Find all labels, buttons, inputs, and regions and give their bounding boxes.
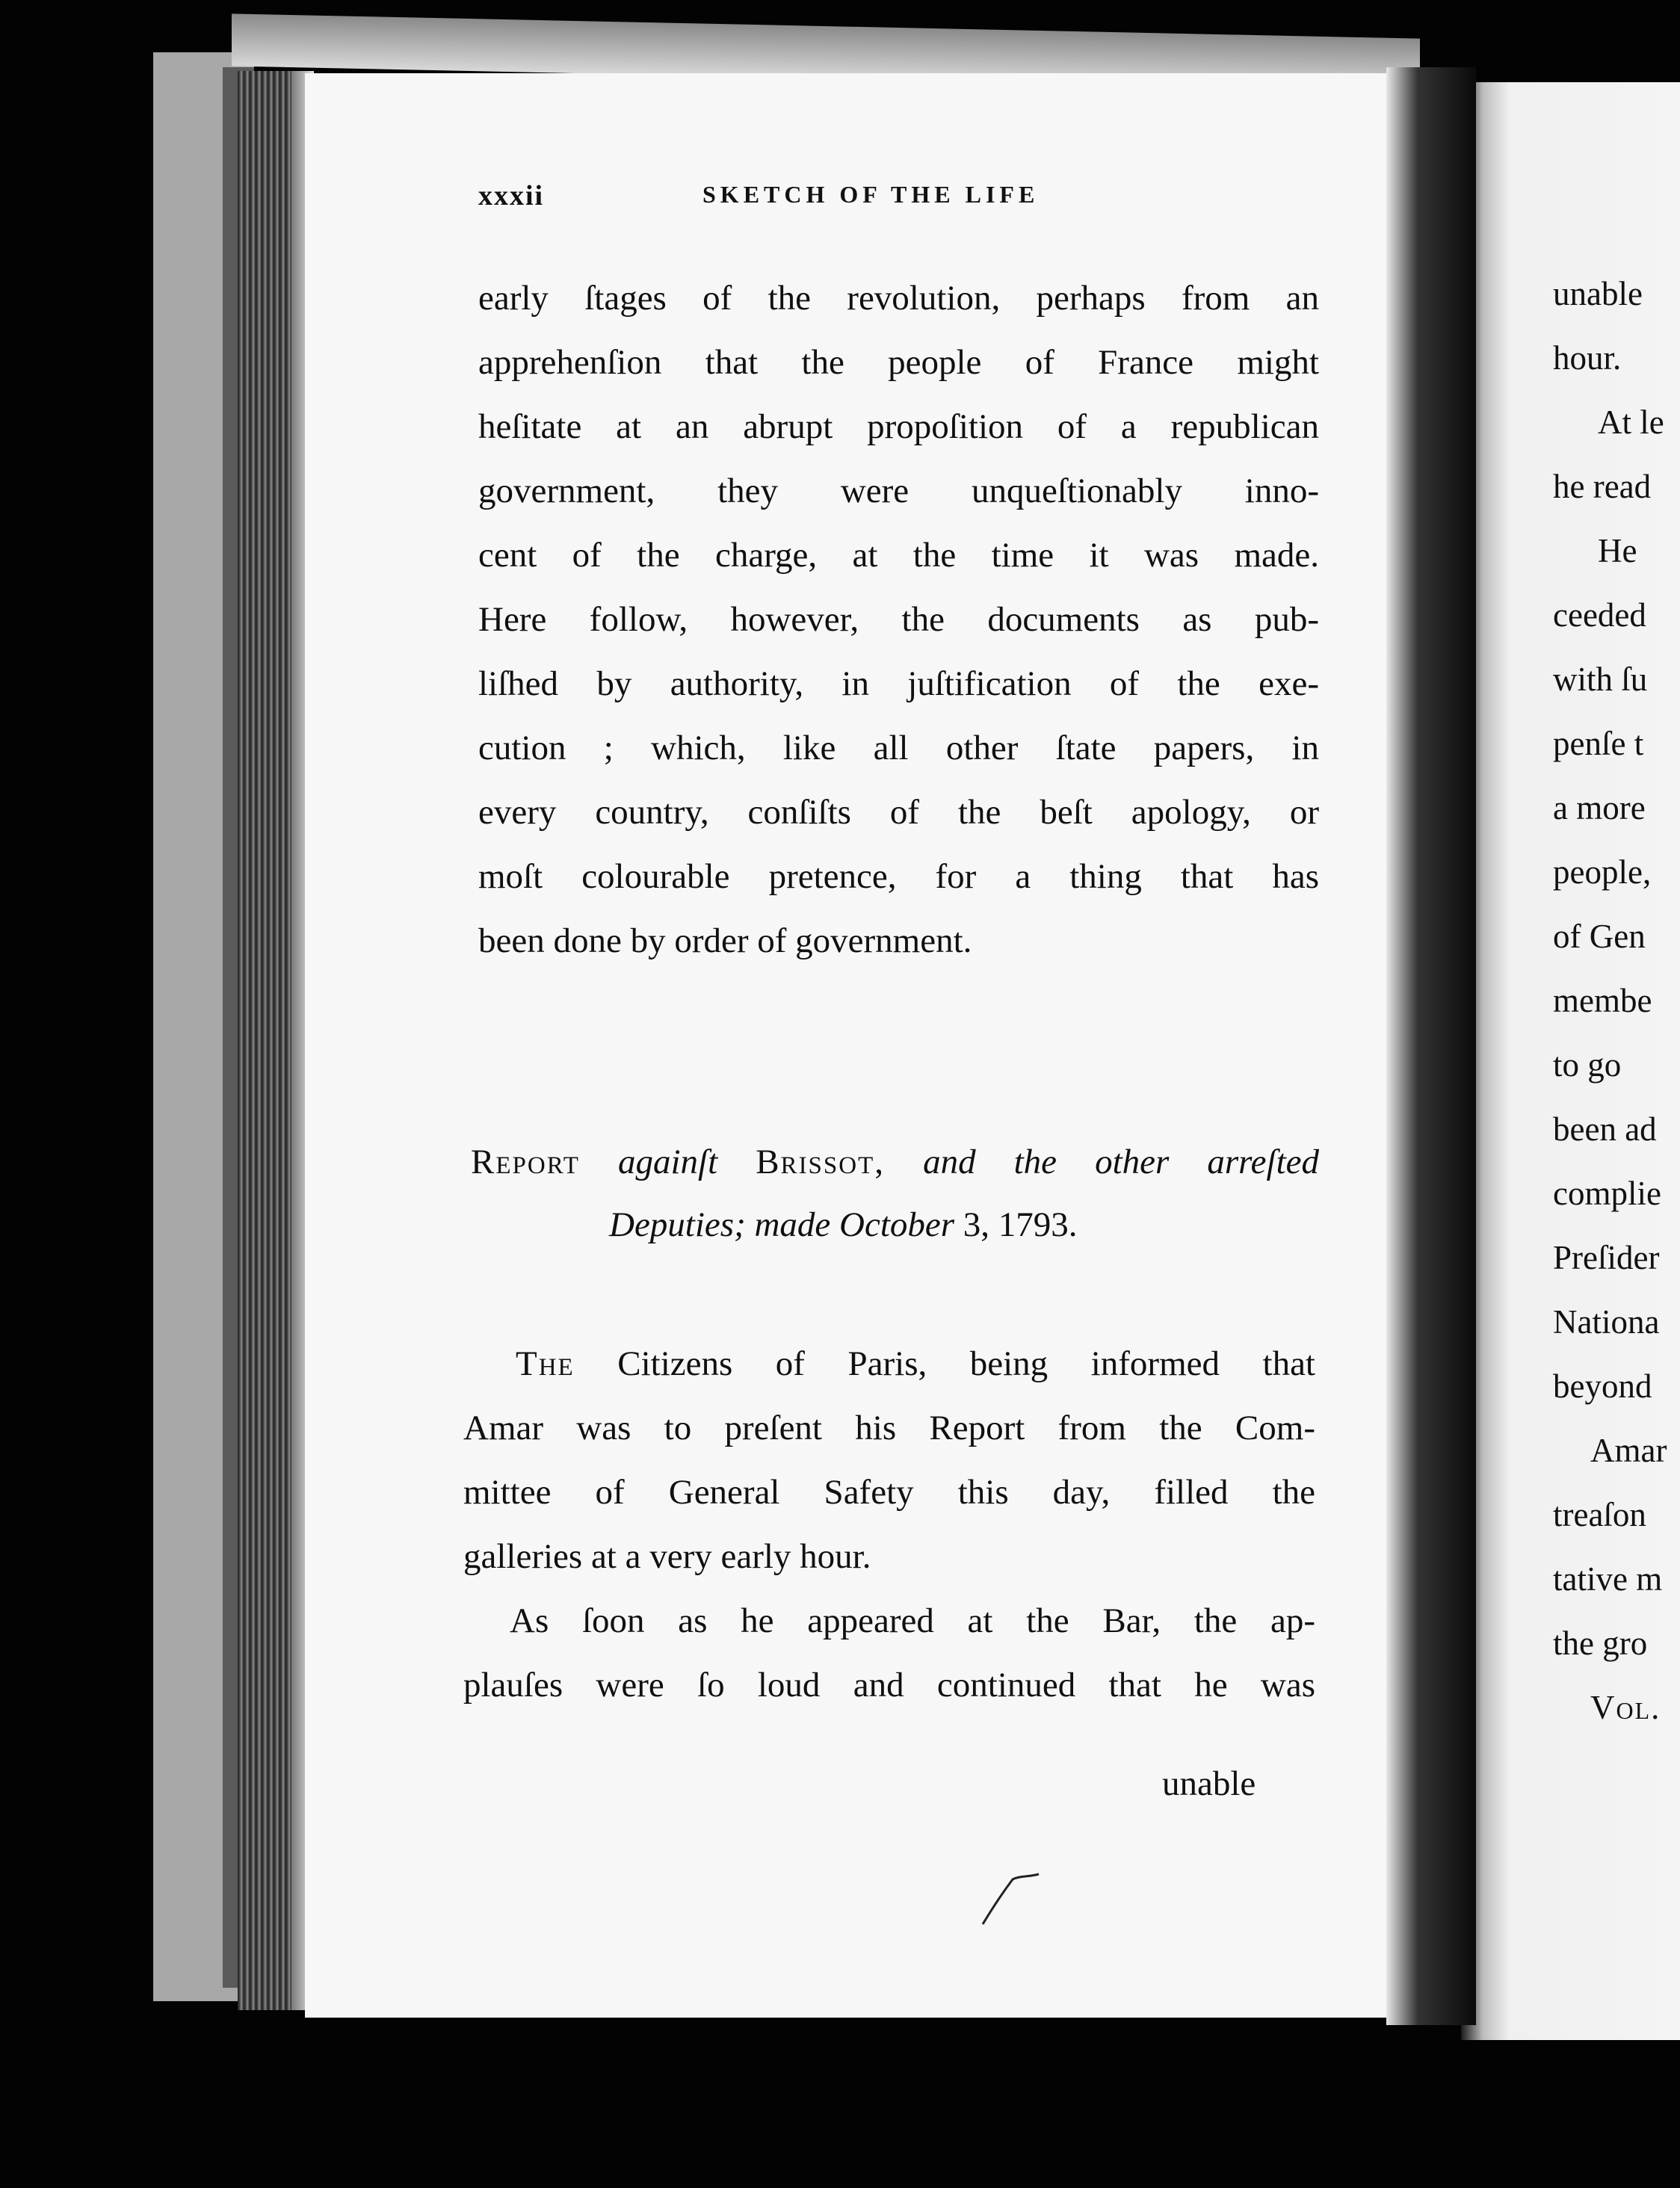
right-page-line: He [1598,532,1637,569]
text-line: Amar was to preſent his Report from the Com- [463,1409,1315,1447]
right-page-line: unable [1553,275,1643,312]
text-line: government, they were unqueſtionably inno- [478,472,1319,510]
made-october: ; made October [734,1205,955,1244]
text-line: early ſtages of the revolution, perhaps from an [478,279,1319,318]
pen-stroke-mark [979,1861,1046,1928]
against-word: againſt [617,1143,718,1181]
right-page-line: Amar [1590,1432,1667,1469]
right-page-line: ceeded [1553,596,1646,634]
text-line: been done by order of government. [478,921,972,960]
right-page-line: he read [1553,468,1652,505]
catchword: unable [1162,1764,1256,1803]
deputies-word: Deputies [609,1205,735,1244]
text-line: liſhed by authority, in juſtification of the exe- [478,664,1319,703]
right-page-line: Preſider [1553,1239,1660,1276]
text-line: As ſoon as he appeared at the Bar, the ap- [510,1601,1315,1640]
right-page-line: the gro [1553,1625,1648,1662]
text-line: moſt colourable pretence, for a thing that has [478,857,1319,896]
running-title: SKETCH OF THE LIFE [702,181,1040,208]
first-line-rest: Citizens of Paris, being informed that [617,1344,1315,1383]
page-number: xxxii [478,180,545,211]
text-line: every country, conſiſts of the beſt apology, or [478,793,1319,832]
heading-line-1-rest: and the other arreſted [923,1143,1320,1181]
right-page-line: At le [1598,404,1664,441]
first-word-the: The [516,1344,575,1383]
brissot-name: Brissot, [756,1143,885,1181]
right-page-line: people, [1553,853,1652,891]
right-page-text [1553,262,1680,1846]
report-date: 3, 1793. [963,1205,1078,1244]
text-line: heſitate at an abrupt propoſition of a republican [478,407,1319,446]
right-page-line: Nationa [1553,1303,1660,1341]
right-page-line: treaſon [1553,1496,1646,1533]
right-page-line: membe [1553,982,1652,1019]
report-heading-line-1 [471,1134,1319,1190]
text-line: cution ; which, like all other ſtate papers, in [478,729,1319,767]
right-page-line: complie [1553,1175,1661,1212]
text-line: Here follow, however, the documents as pub- [478,600,1319,639]
text-line: apprehenſion that the people of France might [478,343,1319,382]
report-word: Report [471,1143,580,1181]
text-line: mittee of General Safety this day, filled the [463,1473,1315,1512]
book-gutter [1386,67,1476,2025]
right-page-line: penſe t [1553,725,1644,762]
right-page-line: tative m [1553,1560,1663,1598]
right-page-line: Vol. [1590,1689,1661,1726]
right-page-line: a more [1553,789,1646,826]
right-page-line: to go [1553,1046,1622,1084]
running-head [478,179,1121,224]
right-page-line: hour. [1553,339,1622,377]
text-line: cent of the charge, at the time it was made. [478,536,1319,575]
right-page-line: beyond [1553,1368,1652,1405]
report-heading-line-2 [609,1197,1078,1252]
text-line: galleries at a very early hour. [463,1537,871,1576]
right-page-line: with ſu [1553,661,1648,698]
right-page-line: of Gen [1553,918,1646,955]
text-line [516,1332,1315,1396]
text-line: plauſes were ſo loud and continued that he was [463,1666,1315,1705]
right-page-line: been ad [1553,1110,1657,1148]
